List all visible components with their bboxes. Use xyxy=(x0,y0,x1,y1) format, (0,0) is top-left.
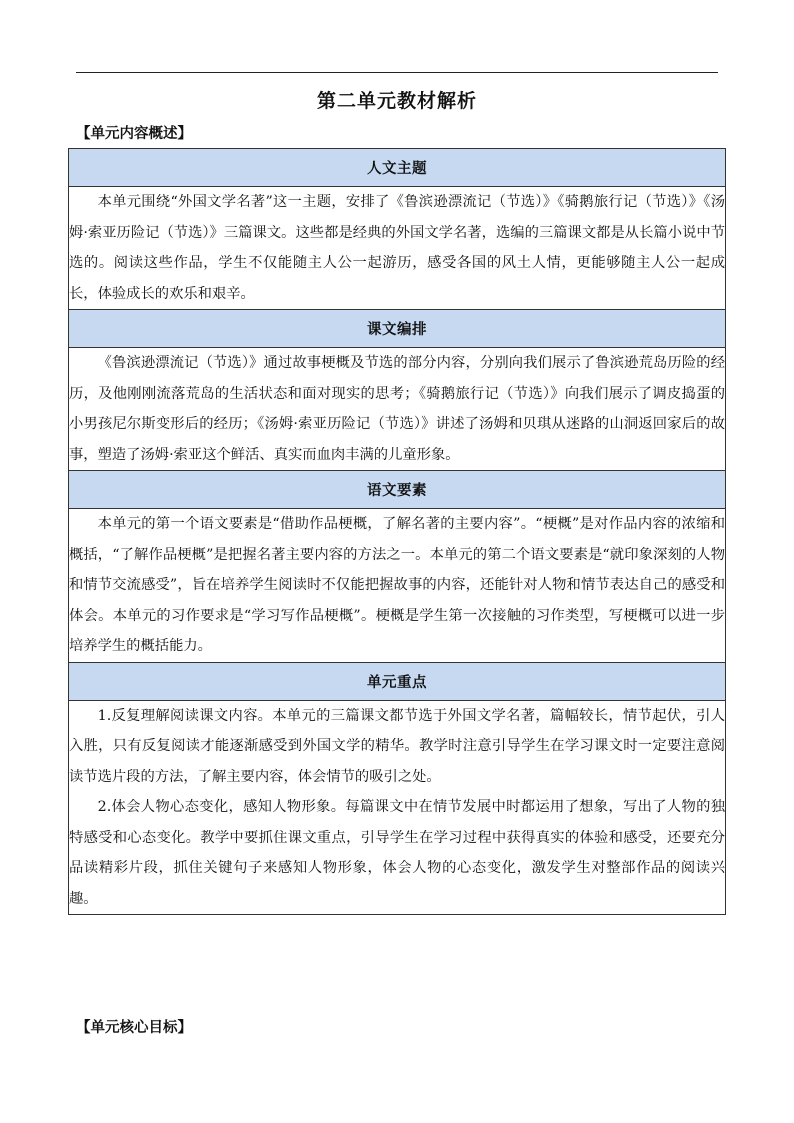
cell-focus xyxy=(69,700,726,915)
table-row xyxy=(69,187,726,310)
unit-summary-table xyxy=(68,148,726,915)
cell-arrangement xyxy=(69,348,726,471)
table-row xyxy=(69,509,726,663)
table-row xyxy=(69,471,726,509)
header-elements: 语文要素 xyxy=(69,471,726,509)
header-focus: 单元重点 xyxy=(69,662,726,700)
table-row xyxy=(69,149,726,187)
table-row xyxy=(69,348,726,471)
table-row xyxy=(69,662,726,700)
paragraph-elements: 本单元的第一个语文要素是“借助作品梗概，了解名著的主要内容”。“梗概”是对作品内容的浓缩和概括，“了解作品梗概”是把握名著主要内容的方法之一。本单元的第二个语文要素是“就印象深刻的人物和情节交流感受”，旨在培养学生阅读时不仅能把握故事的内容，还能针对人物和情节表达自己的感受和体会。本单元的习作要求是“学习写作品梗概”。梗概是学生第一次接触的习作类型，写梗概可以进一步培养学生的概括能力。 xyxy=(69,516,725,654)
paragraph-theme: 本单元围绕“外国文学名著”这一主题，安排了《鲁滨逊漂流记（节选）》《骑鹅旅行记（节选）》《汤姆·索亚历险记（节选）》三篇课文。这些都是经典的外国文学名著，选编的三篇课文都是从长篇小说中节选的。阅读这些作品，学生不仅能随主人公一起游历，感受各国的风土人情，更能够随主人公一起成长，体验成长的欢乐和艰辛。 xyxy=(69,194,725,302)
table-row xyxy=(69,310,726,348)
focus-item-2: 2.体会人物心态变化，感知人物形象。每篇课文中在情节发展中时都运用了想象，写出了人物的独特感受和心态变化。教学中要抓住课文重点，引导学生在学习过程中获得真实的体验和感受，还要充分品读精彩片段，抓住关键句子来感知人物形象，体会人物的心态变化，激发学生对整部作品的阅读兴趣。 xyxy=(69,799,725,907)
cell-elements xyxy=(69,509,726,663)
section-heading-goals: 【单元核心目标】 xyxy=(76,1020,192,1036)
cell-theme xyxy=(69,187,726,310)
table-row xyxy=(69,700,726,915)
page-title: 第二单元教材解析 xyxy=(316,90,477,112)
header-theme: 人文主题 xyxy=(69,149,726,187)
header-rule xyxy=(76,72,718,73)
section-heading-overview: 【单元内容概述】 xyxy=(76,126,192,142)
header-arrangement: 课文编排 xyxy=(69,310,726,348)
paragraph-arrangement: 《鲁滨逊漂流记（节选）》通过故事梗概及节选的部分内容，分别向我们展示了鲁滨逊荒岛历险的经历，及他刚刚流落荒岛的生活状态和面对现实的思考；《骑鹅旅行记（节选）》向我们展示了调皮捣蛋的小男孩尼尔斯变形后的经历；《汤姆·索亚历险记（节选）》讲述了汤姆和贝琪从迷路的山洞返回家后的故事，塑造了汤姆·索亚这个鲜活、真实而血肉丰满的儿童形象。 xyxy=(69,355,725,463)
focus-item-1: 1.反复理解阅读课文内容。本单元的三篇课文都节选于外国文学名著，篇幅较长，情节起伏，引人入胜，只有反复阅读才能逐渐感受到外国文学的精华。教学时注意引导学生在学习课文时一定要注意阅读节选片段的方法，了解主要内容，体会情节的吸引之处。 xyxy=(69,707,725,785)
